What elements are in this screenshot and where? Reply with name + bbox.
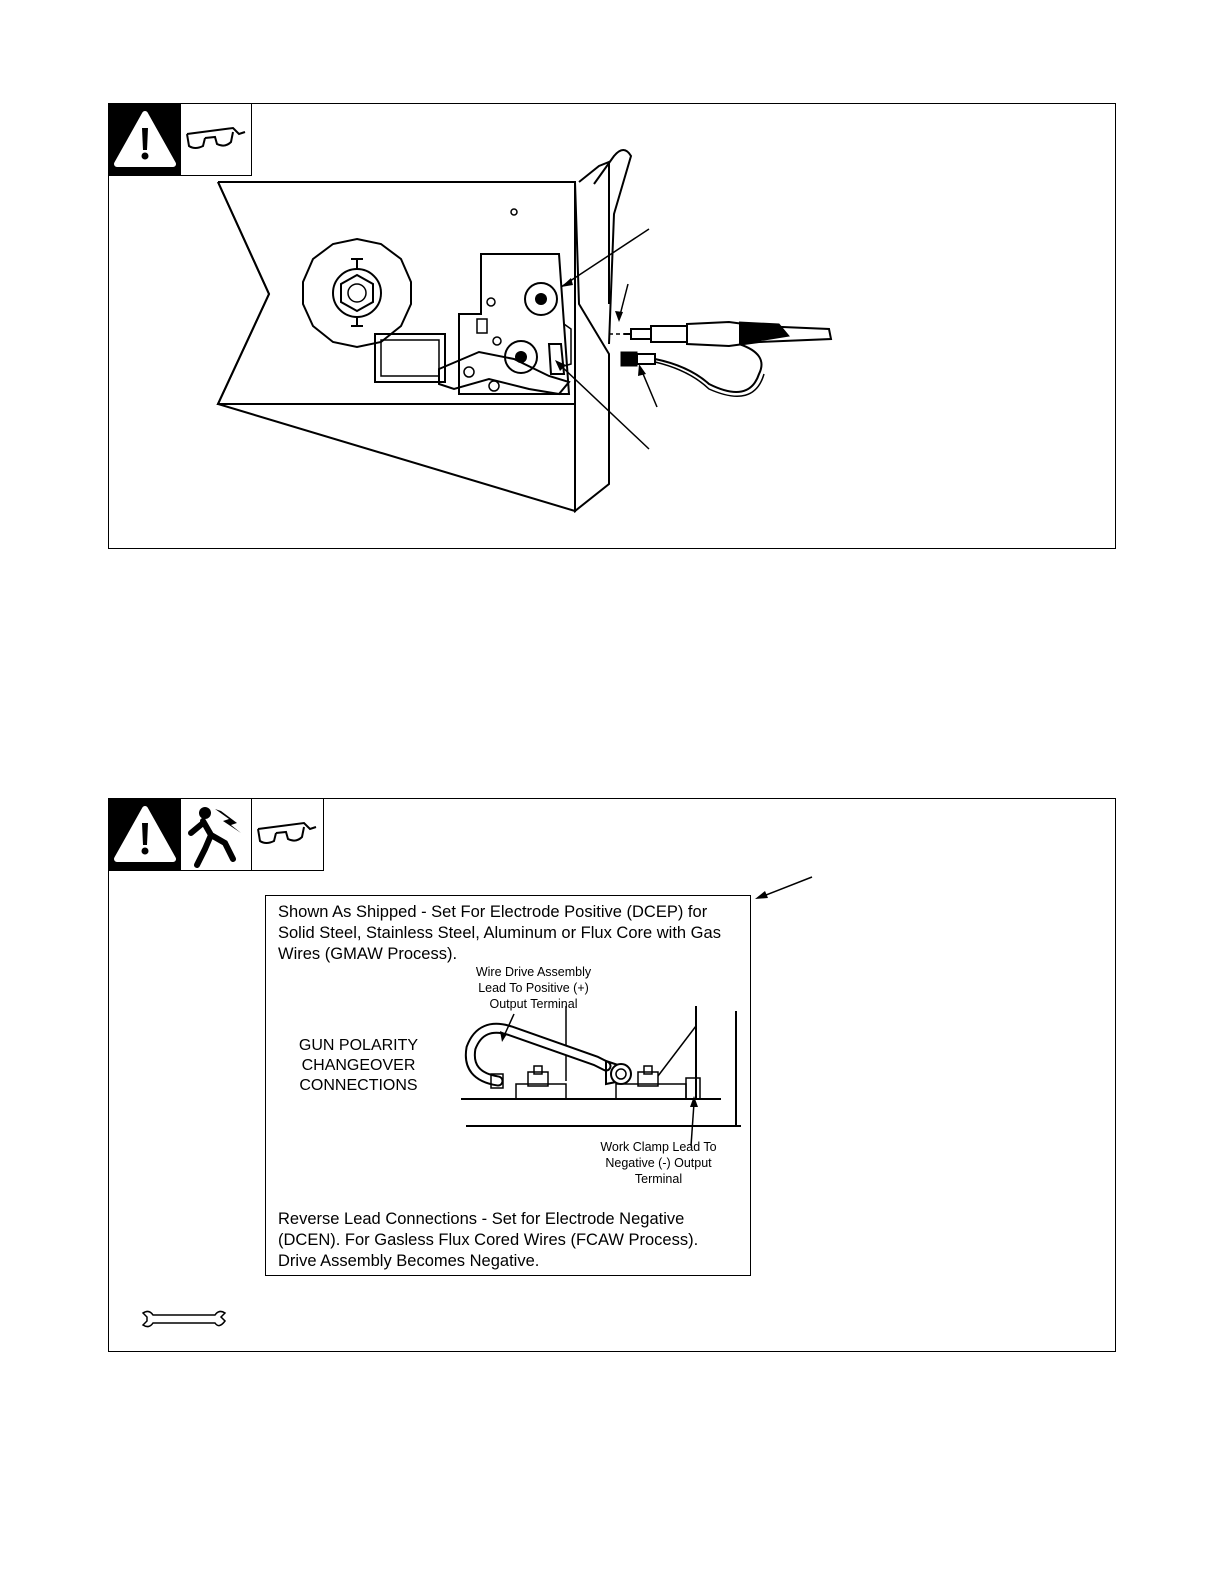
polarity-inset (265, 895, 751, 1276)
inset-bottom-text: Reverse Lead Connections - Set for Electrode Negative (DCEN). For Gasless Flux Cored Wires (FCAW Process). (278, 1210, 699, 1249)
gun-connection-panel (108, 103, 1116, 549)
wrench-icon (139, 1309, 229, 1334)
inset-bottom-text-2: Drive Assembly Becomes Negative. (278, 1252, 540, 1270)
gun-polarity-label: GUN POLARITY CHANGEOVER CONNECTIONS (298, 1037, 419, 1094)
wire-feeder-illustration (109, 104, 1117, 550)
callout-positive-terminal: Wire Drive Assembly Lead To Positive (+) Output Terminal (475, 965, 592, 1011)
callout-negative-terminal: Work Clamp Lead To Negative (-) Output Terminal (600, 1140, 717, 1186)
inset-top-text: Shown As Shipped - Set For Electrode Positive (DCEP) for Solid Steel, Stainless Steel, Aluminum or Flux Core with Gas Wires (GMAW Process). (278, 903, 721, 963)
